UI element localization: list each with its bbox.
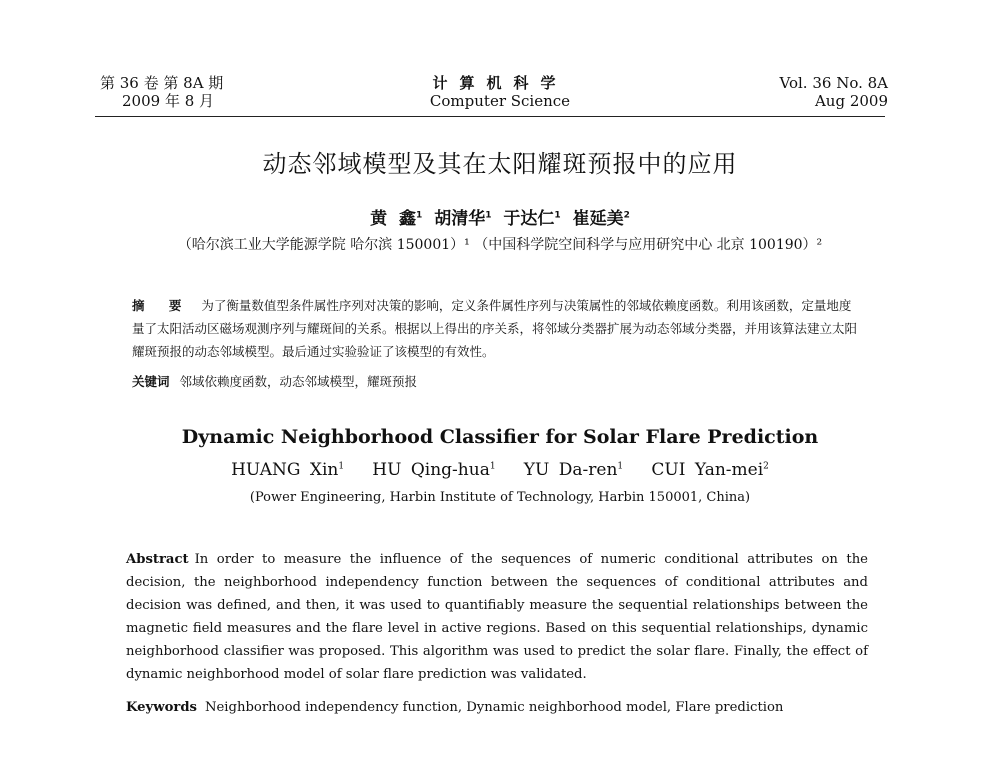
abstract-label-zh: 摘 要 <box>132 298 192 313</box>
author-en: YU Da-ren$^1$ <box>523 460 624 480</box>
date-zh: 2009 年 8 月 <box>122 92 215 110</box>
abstract-en <box>126 548 868 686</box>
affiliation-en: (Power Engineering, Harbin Institute of Technology, Harbin 150001, China) <box>249 490 751 505</box>
journal-name-zh: 计算机科学 <box>432 74 568 92</box>
abstract-label-en: Abstract <box>126 552 189 567</box>
date-en: Aug 2009 <box>814 92 888 110</box>
author-zh: 于达仁$^1$ <box>503 209 561 229</box>
journal-name-en: Computer Science <box>429 92 571 110</box>
authors-zh <box>0 204 1000 229</box>
author-en: HUANG Xin$^1$ <box>231 460 345 480</box>
keywords-en <box>126 700 868 715</box>
author-zh: 黄 鑫$^1$ <box>370 209 423 229</box>
journal-issue-en <box>780 74 888 110</box>
journal-issue-zh <box>100 74 223 110</box>
author-en: HU Qing-hua$^1$ <box>372 460 496 480</box>
keywords-zh <box>132 372 862 390</box>
abstract-text-en: In order to measure the influence of the sequences of numeric conditional attributes on the decision, the neighborhood independency function between the sequences of conditional attributes and decision was defined, and then, it was used to quantifiably measure the sequential relationships between the magnetic field measures and the flare level in active regions. Based on this sequential relationships, dynamic neighborhood classifier was proposed. This algorithm was used to predict the solar flare. Finally, the effect of dynamic neighborhood model of solar flare prediction was validated. <box>126 552 868 682</box>
header-rule <box>95 116 885 117</box>
keywords-text-zh: 邻域依赖度函数，动态邻域模型，耀斑预报 <box>179 374 418 389</box>
authors-en <box>0 460 1000 480</box>
author-en: CUI Yan-mei$^2$ <box>651 460 769 480</box>
author-zh: 崔延美$^2$ <box>572 209 630 229</box>
volume-issue-zh: 第 36 卷 第 8A 期 <box>100 74 224 92</box>
journal-name <box>330 74 670 110</box>
volume-issue-en: Vol. 36 No. 8A <box>779 74 888 92</box>
keywords-text-en: Neighborhood independency function, Dynamic neighborhood model, Flare prediction <box>204 700 784 715</box>
abstract-zh <box>132 294 862 363</box>
keywords-label-en: Keywords <box>126 700 197 715</box>
affiliation-zh: （哈尔滨工业大学能源学院 哈尔滨 150001）¹ （中国科学院空间科学与应用研究中心 北京 100190）² <box>177 237 823 253</box>
abstract-text-zh: 为了衡量数值型条件属性序列对决策的影响，定义条件属性序列与决策属性的邻域依赖度函数。利用该函数，定量地度量了太阳活动区磁场观测序列与耀斑间的关系。根据以上得出的序关系，将邻域分类器扩展为动态邻域分类器，并用该算法建立太阳耀斑预报的动态邻域模型。最后通过实验验证了该模型的有效性。 <box>132 298 858 359</box>
author-zh: 胡清华$^1$ <box>434 209 492 229</box>
keywords-label-zh: 关键词 <box>132 374 170 389</box>
paper-title-en: Dynamic Neighborhood Classifier for Solar Flare Prediction <box>181 426 819 448</box>
paper-title-zh: 动态邻域模型及其在太阳耀斑预报中的应用 <box>262 150 738 178</box>
